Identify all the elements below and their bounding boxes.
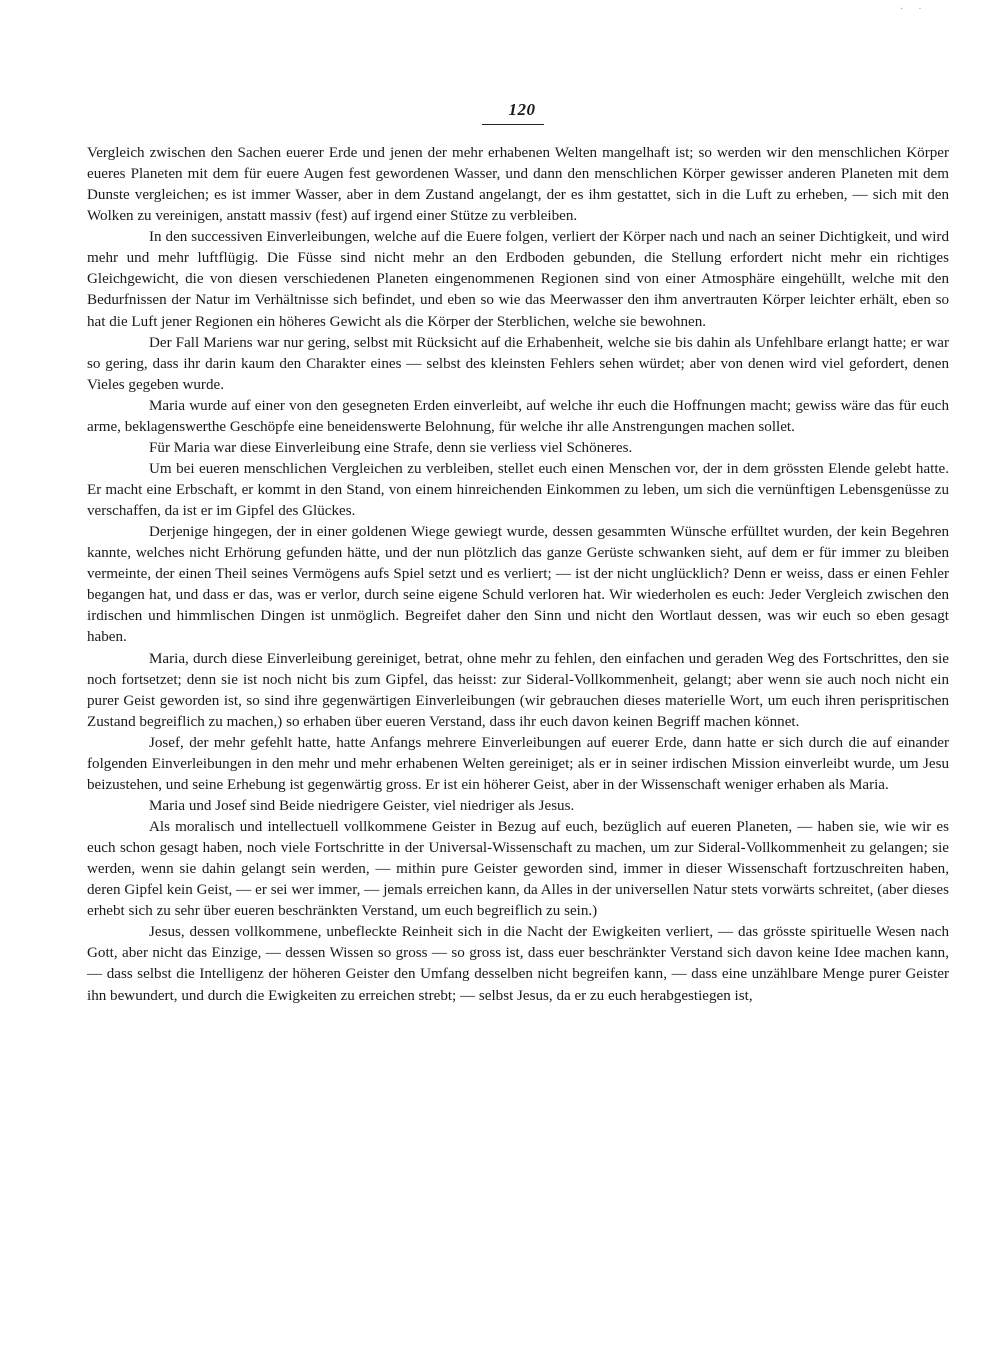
paragraph: In den successiven Einverleibungen, welche auf die Euere folgen, verliert der Körper nach und nach an seiner Dichtigkeit, und wird mehr und mehr luftflügig. Die Füsse sind nicht mehr an den Erdboden gebunden, die Stellung erfordert nicht mehr ein richtiges Gleichgewicht, die von diesen verschiedenen Planeten eingenommenen Regionen sind von einer Atmosphäre eingehüllt, welche mit den Bedurfnissen der Natur im Verhältnisse sich befindet, und eben so wie das Meerwasser den ihm anvertrauten Körper leichter erhält, eben so hat die Luft jener Regionen ein höheres Gewicht als die Körper der Sterblichen, welche sie bewohnen. bbox=[87, 229, 949, 330]
page-number-rule bbox=[482, 124, 544, 125]
paragraph: Josef, der mehr gefehlt hatte, hatte Anfangs mehrere Einverleibungen auf euerer Erde, dann hatte er sich durch die auf einander folgenden Einverleibungen in den mehr und mehr erhabenen Welten gereiniget; als er in seiner irdischen Mission einverleibt wurde, um Jesu beizustehen, und seine Erhebung ist gegenwärtig gross. Er ist ein höherer Geist, aber in der Wissenschaft weniger erhaben als Maria. bbox=[87, 734, 949, 793]
paragraph: Derjenige hingegen, der in einer goldenen Wiege gewiegt wurde, dessen gesammten Wünsche erfülltet wurden, der kein Begehren kannte, welches nicht Erhörung gefunden hätte, und der nun plötzlich das ganze Gerüste schwanken sieht, auf dem er für immer zu bleiben vermeinte, der einen Theil seines Vermögens aufs Spiel setzt und es verliert; — ist der nicht unglücklich? Denn er weiss, dass er einen Fehler begangen hat, und dass er das, was er verlor, durch seine eigene Schuld verloren hat. Wir wiederholen es euch: Jeder Vergleich zwischen den irdischen und himmlischen Dingen ist unmöglich. Begreifet daher den Sinn und nicht den Wortlaut dessen, was wir euch so eben gesagt haben. bbox=[87, 524, 949, 646]
paragraph: Um bei eueren menschlichen Vergleichen zu verbleiben, stellet euch einen Menschen vor, der in dem grössten Elende gelebt hatte. Er macht eine Erbschaft, er kommt in den Stand, von einem hinreichenden Einkommen zu leben, um sich die vernünftigen Lebensgenüsse zu verschaffen, da ist er im Gipfel des Glückes. bbox=[87, 460, 949, 520]
paragraph: Als moralisch und intellectuell vollkommene Geister in Bezug auf euch, bezüglich auf eueren Planeten, — haben sie, wie wir es euch schon gesagt haben, noch viele Fortschritte in der Universal-Wissenschaft zu machen, um zur Sideral-Vollkommenheit zu gelangen; sie werden, wenn sie dahin gelangt sein werden, — mithin pure Geister geworden sind, immer in dieser Wissenschaft fortzuschreiten haben, deren Gipfel kein Geist, — er sei wer immer, — jemals erreichen kann, da Alles in der universellen Natur stets vorwärts schreitet, (aber dieses erhebt sich zu sehr über eueren beschränkten Verstand, um euch begreiflich zu sein.) bbox=[87, 819, 949, 920]
paragraph: Maria und Josef sind Beide niedrigere Geister, viel niedriger als Jesus. bbox=[149, 797, 575, 814]
paragraph: Maria, durch diese Einverleibung gereiniget, betrat, ohne mehr zu fehlen, den einfachen und geraden Weg des Fortschrittes, den sie noch fortsetzet; denn sie ist noch nicht bis zum Gipfel, das heisst: zur Sideral-Vollkommenheit, gelangt; aber wenn sie auch noch nicht ein purer Geist geworden ist, so sind ihre gegenwärtigen Einverleibungen (wir gebrauchen dieses materielle Wort, um euch ihren perispritischen Zustand begreiflich zu machen,) so erhaben über eueren Verstand, dass ihr euch davon keinen Begriff machen könnet. bbox=[87, 650, 949, 730]
page-number: 120 bbox=[508, 100, 536, 119]
paragraph: Für Maria war diese Einverleibung eine Strafe, denn sie verliess viel Schöneres. bbox=[149, 439, 633, 456]
paragraph: Maria wurde auf einer von den gesegneten Erden einverleibt, auf welche ihr euch die Hoffnungen macht; gewiss wäre das für euch arme, beklagenswerthe Geschöpfe eine beneidenswerte Belohnung, für welche ihr alle Anstrengungen machen sollet. bbox=[87, 397, 949, 435]
paragraph: Der Fall Mariens war nur gering, selbst mit Rücksicht auf die Erhabenheit, welche sie bis dahin als Unfehlbare erlangt hatte; er war so gering, dass ihr darin kaum den Charakter eines — selbst des kleinsten Fehlers sehen würdet; aber von denen wird viel gefordert, denen Vieles gegeben wurde. bbox=[87, 334, 949, 393]
paragraph-continued: Vergleich zwischen den Sachen euerer Erde und jenen der mehr erhabenen Welten mangelhaft ist; so werden wir den menschlichen Körper eueres Planeten mit dem für euere Augen fest gewordenen Wasser, und dann den menschlichen Körper gewisser anderen Planeten mit dem Dunste vergleichen; es ist immer Wasser, aber in dem Zustand angelangt, der es ihm gestattet, sich in die Luft zu erheben, — sich mit den Wolken zu vereinigen, anstatt massiv (fest) auf irgend einer Stütze zu verbleiben. bbox=[87, 145, 949, 225]
scan-corner-mark: · · bbox=[900, 4, 928, 15]
body-text bbox=[87, 143, 949, 1007]
paragraph: Jesus, dessen vollkommene, unbefleckte Reinheit sich in die Nacht der Ewigkeiten verliert, — das grösste spirituelle Wesen nach Gott, aber nicht das Einzige, — dessen Wissen so gross — so gross ist, dass euer beschränkter Verstand sich davon keine Idee machen kann, — dass selbst die Intelligenz der höheren Geister den Umfang desselben nicht begreifen kann, — dass eine unzählbare Menge purer Geister ihn bewundert, und durch die Ewigkeiten zu erreichen strebt; — selbst Jesus, da er zu euch herabgestiegen ist, bbox=[87, 924, 949, 1004]
